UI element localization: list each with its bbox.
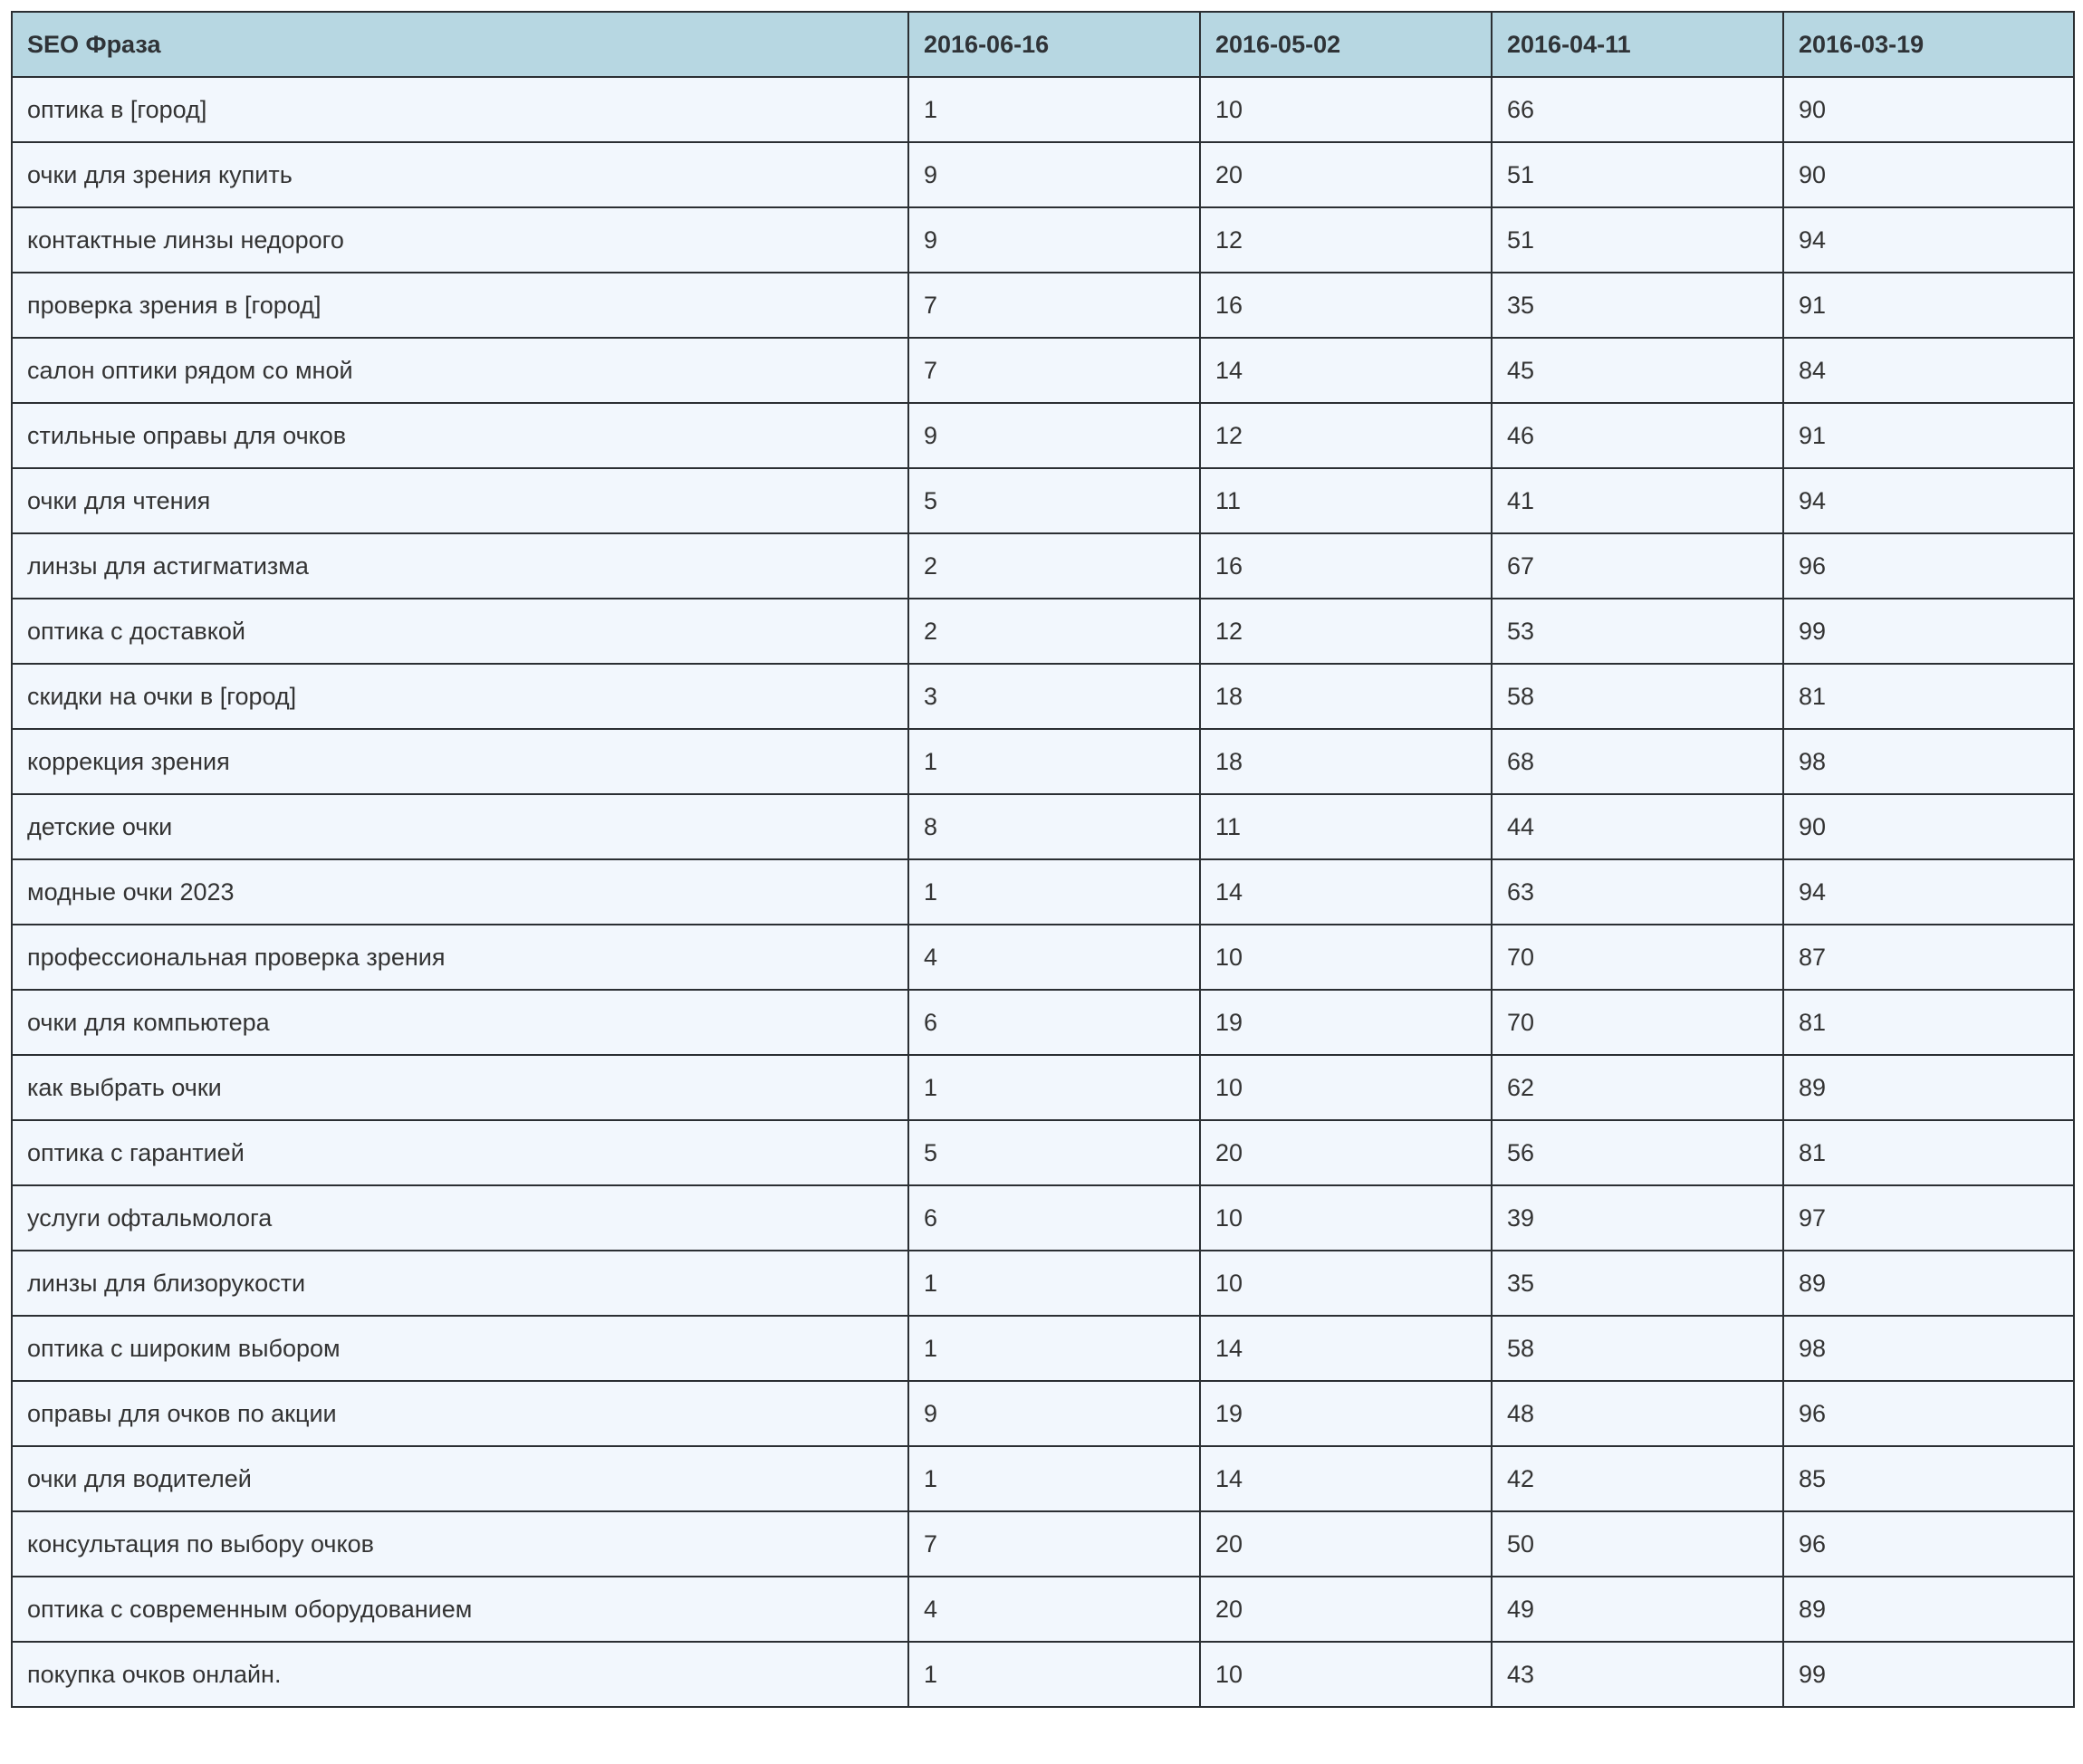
seo-phrase-cell: очки для компьютера	[12, 990, 908, 1055]
position-cell: 16	[1200, 533, 1492, 599]
seo-phrase-cell: профессиональная проверка зрения	[12, 925, 908, 990]
position-cell: 14	[1200, 859, 1492, 925]
position-cell: 87	[1783, 925, 2074, 990]
seo-phrase-cell: оптика с современным оборудованием	[12, 1577, 908, 1642]
table-row	[12, 1381, 2074, 1446]
position-cell: 12	[1200, 599, 1492, 664]
position-cell: 81	[1783, 990, 2074, 1055]
position-cell: 91	[1783, 403, 2074, 468]
table-row	[12, 1511, 2074, 1577]
position-cell: 9	[908, 1381, 1200, 1446]
seo-phrase-cell: контактные линзы недорого	[12, 207, 908, 273]
table-row	[12, 925, 2074, 990]
position-cell: 81	[1783, 664, 2074, 729]
position-cell: 85	[1783, 1446, 2074, 1511]
position-cell: 18	[1200, 664, 1492, 729]
position-cell: 90	[1783, 794, 2074, 859]
position-cell: 2	[908, 533, 1200, 599]
position-cell: 5	[908, 468, 1200, 533]
position-cell: 2	[908, 599, 1200, 664]
position-cell: 62	[1492, 1055, 1783, 1120]
seo-phrase-cell: оптика с гарантией	[12, 1120, 908, 1185]
position-cell: 53	[1492, 599, 1783, 664]
table-row	[12, 403, 2074, 468]
position-cell: 63	[1492, 859, 1783, 925]
position-cell: 51	[1492, 142, 1783, 207]
column-header-date-2[interactable]: 2016-05-02	[1200, 12, 1492, 77]
table-row	[12, 207, 2074, 273]
seo-positions-table	[11, 11, 2075, 1708]
position-cell: 50	[1492, 1511, 1783, 1577]
seo-phrase-cell: модные очки 2023	[12, 859, 908, 925]
position-cell: 6	[908, 990, 1200, 1055]
seo-phrase-cell: оптика с широким выбором	[12, 1316, 908, 1381]
position-cell: 7	[908, 273, 1200, 338]
position-cell: 6	[908, 1185, 1200, 1251]
position-cell: 20	[1200, 142, 1492, 207]
position-cell: 1	[908, 1316, 1200, 1381]
position-cell: 46	[1492, 403, 1783, 468]
table-row	[12, 468, 2074, 533]
seo-phrase-cell: консультация по выбору очков	[12, 1511, 908, 1577]
table-row	[12, 729, 2074, 794]
position-cell: 10	[1200, 1642, 1492, 1707]
position-cell: 49	[1492, 1577, 1783, 1642]
position-cell: 41	[1492, 468, 1783, 533]
position-cell: 7	[908, 1511, 1200, 1577]
position-cell: 1	[908, 1251, 1200, 1316]
position-cell: 44	[1492, 794, 1783, 859]
position-cell: 10	[1200, 1251, 1492, 1316]
position-cell: 35	[1492, 1251, 1783, 1316]
table-row	[12, 1120, 2074, 1185]
position-cell: 19	[1200, 990, 1492, 1055]
position-cell: 96	[1783, 533, 2074, 599]
position-cell: 43	[1492, 1642, 1783, 1707]
position-cell: 99	[1783, 599, 2074, 664]
position-cell: 20	[1200, 1120, 1492, 1185]
table-header	[12, 12, 2074, 77]
seo-phrase-cell: услуги офтальмолога	[12, 1185, 908, 1251]
position-cell: 1	[908, 1055, 1200, 1120]
position-cell: 98	[1783, 729, 2074, 794]
table-row	[12, 142, 2074, 207]
table-row	[12, 338, 2074, 403]
position-cell: 11	[1200, 468, 1492, 533]
column-header-date-3[interactable]: 2016-04-11	[1492, 12, 1783, 77]
position-cell: 5	[908, 1120, 1200, 1185]
position-cell: 11	[1200, 794, 1492, 859]
table-row	[12, 1251, 2074, 1316]
position-cell: 94	[1783, 859, 2074, 925]
seo-phrase-cell: оптика в [город]	[12, 77, 908, 142]
table-row	[12, 990, 2074, 1055]
position-cell: 99	[1783, 1642, 2074, 1707]
position-cell: 42	[1492, 1446, 1783, 1511]
position-cell: 98	[1783, 1316, 2074, 1381]
position-cell: 4	[908, 925, 1200, 990]
position-cell: 10	[1200, 925, 1492, 990]
position-cell: 58	[1492, 1316, 1783, 1381]
position-cell: 94	[1783, 468, 2074, 533]
position-cell: 10	[1200, 1185, 1492, 1251]
column-header-date-1[interactable]: 2016-06-16	[908, 12, 1200, 77]
position-cell: 9	[908, 142, 1200, 207]
seo-phrase-cell: как выбрать очки	[12, 1055, 908, 1120]
position-cell: 67	[1492, 533, 1783, 599]
position-cell: 4	[908, 1577, 1200, 1642]
position-cell: 68	[1492, 729, 1783, 794]
position-cell: 19	[1200, 1381, 1492, 1446]
column-header-seo-phrase[interactable]: SEO Фраза	[12, 12, 908, 77]
position-cell: 3	[908, 664, 1200, 729]
seo-phrase-cell: очки для чтения	[12, 468, 908, 533]
position-cell: 94	[1783, 207, 2074, 273]
position-cell: 9	[908, 207, 1200, 273]
position-cell: 20	[1200, 1511, 1492, 1577]
table-row	[12, 533, 2074, 599]
position-cell: 18	[1200, 729, 1492, 794]
position-cell: 14	[1200, 1316, 1492, 1381]
table-row	[12, 599, 2074, 664]
position-cell: 14	[1200, 1446, 1492, 1511]
seo-table-container	[11, 11, 2075, 1708]
seo-phrase-cell: покупка очков онлайн.	[12, 1642, 908, 1707]
position-cell: 90	[1783, 77, 2074, 142]
seo-phrase-cell: оптика с доставкой	[12, 599, 908, 664]
position-cell: 58	[1492, 664, 1783, 729]
table-row	[12, 1316, 2074, 1381]
seo-phrase-cell: скидки на очки в [город]	[12, 664, 908, 729]
table-row	[12, 664, 2074, 729]
table-row	[12, 1055, 2074, 1120]
table-row	[12, 77, 2074, 142]
position-cell: 1	[908, 77, 1200, 142]
position-cell: 9	[908, 403, 1200, 468]
seo-phrase-cell: салон оптики рядом со мной	[12, 338, 908, 403]
position-cell: 97	[1783, 1185, 2074, 1251]
position-cell: 1	[908, 1642, 1200, 1707]
seo-phrase-cell: детские очки	[12, 794, 908, 859]
position-cell: 48	[1492, 1381, 1783, 1446]
position-cell: 1	[908, 729, 1200, 794]
seo-phrase-cell: стильные оправы для очков	[12, 403, 908, 468]
position-cell: 1	[908, 859, 1200, 925]
table-row	[12, 273, 2074, 338]
header-row	[12, 12, 2074, 77]
position-cell: 89	[1783, 1055, 2074, 1120]
position-cell: 96	[1783, 1511, 2074, 1577]
position-cell: 35	[1492, 273, 1783, 338]
position-cell: 89	[1783, 1577, 2074, 1642]
seo-phrase-cell: коррекция зрения	[12, 729, 908, 794]
table-row	[12, 794, 2074, 859]
seo-phrase-cell: очки для водителей	[12, 1446, 908, 1511]
position-cell: 89	[1783, 1251, 2074, 1316]
position-cell: 10	[1200, 1055, 1492, 1120]
position-cell: 96	[1783, 1381, 2074, 1446]
position-cell: 10	[1200, 77, 1492, 142]
table-row	[12, 859, 2074, 925]
seo-phrase-cell: оправы для очков по акции	[12, 1381, 908, 1446]
table-row	[12, 1642, 2074, 1707]
position-cell: 45	[1492, 338, 1783, 403]
position-cell: 14	[1200, 338, 1492, 403]
position-cell: 56	[1492, 1120, 1783, 1185]
column-header-date-4[interactable]: 2016-03-19	[1783, 12, 2074, 77]
position-cell: 90	[1783, 142, 2074, 207]
position-cell: 66	[1492, 77, 1783, 142]
position-cell: 12	[1200, 403, 1492, 468]
seo-phrase-cell: линзы для близорукости	[12, 1251, 908, 1316]
position-cell: 20	[1200, 1577, 1492, 1642]
table-row	[12, 1577, 2074, 1642]
position-cell: 84	[1783, 338, 2074, 403]
position-cell: 12	[1200, 207, 1492, 273]
seo-phrase-cell: проверка зрения в [город]	[12, 273, 908, 338]
position-cell: 1	[908, 1446, 1200, 1511]
position-cell: 70	[1492, 925, 1783, 990]
seo-phrase-cell: линзы для астигматизма	[12, 533, 908, 599]
table-body	[12, 77, 2074, 1707]
position-cell: 81	[1783, 1120, 2074, 1185]
position-cell: 51	[1492, 207, 1783, 273]
table-row	[12, 1185, 2074, 1251]
position-cell: 91	[1783, 273, 2074, 338]
position-cell: 39	[1492, 1185, 1783, 1251]
seo-phrase-cell: очки для зрения купить	[12, 142, 908, 207]
position-cell: 70	[1492, 990, 1783, 1055]
position-cell: 8	[908, 794, 1200, 859]
position-cell: 7	[908, 338, 1200, 403]
table-row	[12, 1446, 2074, 1511]
position-cell: 16	[1200, 273, 1492, 338]
